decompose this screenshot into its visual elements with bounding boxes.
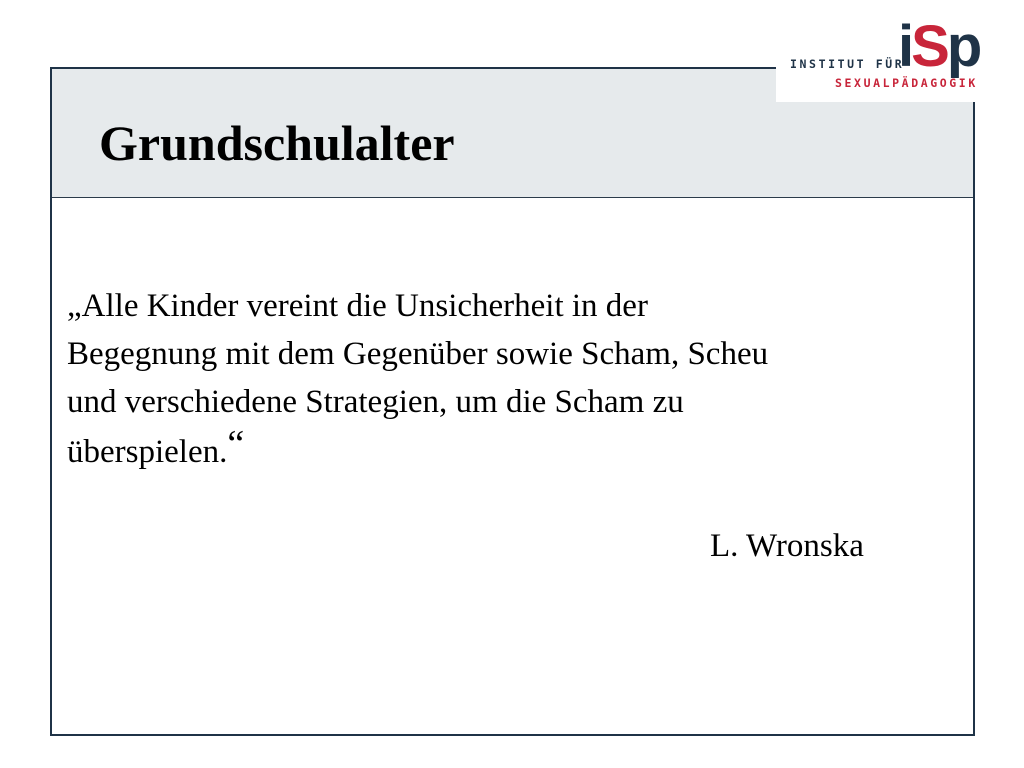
quote-author: L. Wronska: [710, 528, 864, 564]
quote-text: [67, 282, 947, 476]
slide-frame: [50, 67, 975, 736]
quote-line: Begegnung mit dem Gegenüber sowie Scham, Scheu: [67, 336, 769, 372]
quote-line: und verschiedene Strategien, um die Scham zu: [67, 384, 684, 420]
isp-logo-mark: [898, 14, 980, 79]
logo-mark-s: S: [911, 14, 947, 79]
slide-title: Grundschulalter: [99, 115, 455, 171]
logo-subject-text: SEXUALPÄDAGOGIK: [835, 76, 978, 90]
quote-line-last: [67, 423, 947, 476]
logo-institute-text: INSTITUT FÜR: [790, 57, 905, 71]
quote-line-text: überspielen.: [67, 434, 228, 470]
logo-mark-i: i: [898, 14, 912, 79]
quote-line: „Alle Kinder vereint die Unsicherheit in der: [67, 288, 648, 324]
isp-logo: [776, 14, 983, 102]
logo-mark-p: p: [946, 14, 980, 79]
closing-quote-mark: “: [227, 423, 245, 465]
